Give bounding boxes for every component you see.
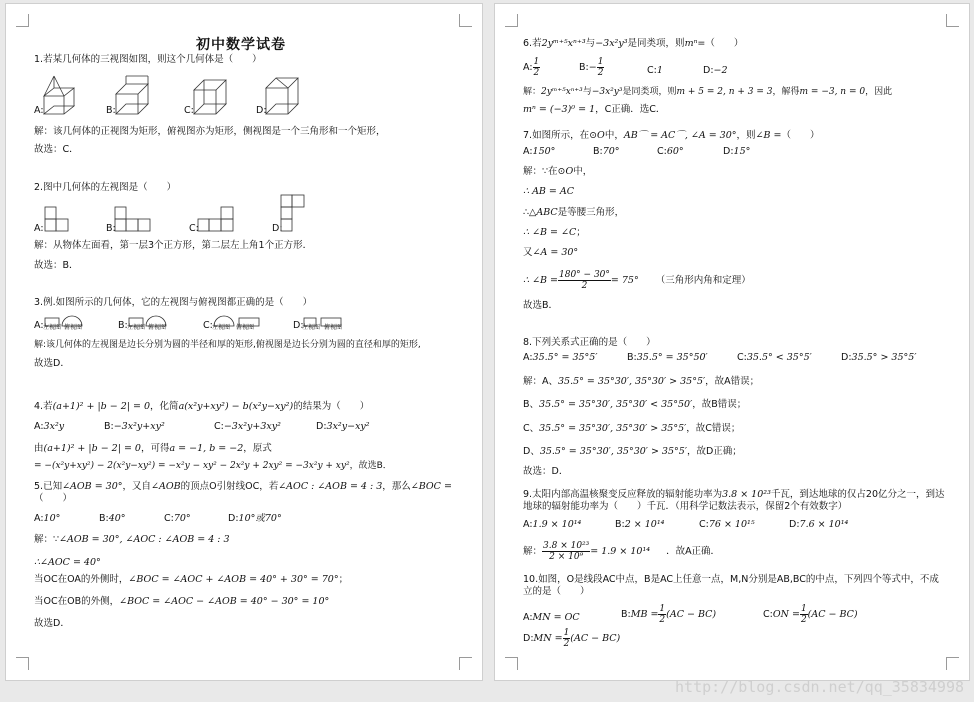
q1-option-b: B: xyxy=(106,105,116,116)
q2-figure-c xyxy=(197,206,235,232)
q1-figure-b xyxy=(114,74,150,116)
q3-b-left-view-label: 左视图 xyxy=(127,324,146,331)
q8-solution-d: D、35.5° = 35°30′, 35°30′ > 35°5′，故D正确； xyxy=(523,446,742,457)
corner-mark xyxy=(505,657,518,670)
q8-option-c: C:35.5° < 35°5′ xyxy=(737,352,812,363)
q10-option-b: B:MB = $\frac{1}{2}$ (AC − BC) xyxy=(621,604,717,625)
q6-solution-line2: mⁿ = (−3)⁰ = 1，C正确．选C． xyxy=(523,104,666,115)
q7-solution-line5: 又∠A = 30° xyxy=(523,247,579,258)
q5-option-b: B:40° xyxy=(99,513,126,524)
q4-option-b: B:−3x²y+xy² xyxy=(104,421,165,432)
q7-option-b: B:70° xyxy=(593,146,620,157)
q8-solution-a: 解：A、35.5° = 35°30′, 35°30′ > 35°5′，故A错误； xyxy=(523,376,760,387)
q6-option-d: D:−2 xyxy=(703,65,728,76)
q6-option-b: B:− $\frac{1}{2}$ xyxy=(579,57,604,78)
q1-option-a: A: xyxy=(34,105,44,116)
corner-mark xyxy=(459,657,472,670)
q4-condition-expr: (a+1)² + |b − 2| = 0 xyxy=(52,401,151,412)
q10-option-a: A:MN = OC xyxy=(523,612,580,623)
watermark: http://blog.csdn.net/qq_35834998 xyxy=(675,678,964,696)
q8-stem: 8.下列关系式正确的是（ ） xyxy=(523,337,656,348)
q4-stem-text: ，化简 xyxy=(150,401,179,412)
q8-solution-c: C、35.5° = 35°30′, 35°30′ > 35°5′，故C错误； xyxy=(523,423,741,434)
q7-solution-line3: ∴△ABC是等腰三角形， xyxy=(523,207,625,218)
q10-option-d: D:MN = $\frac{1}{2}$ (AC − BC) xyxy=(523,628,621,649)
q4-solution-line2: = −(x²y+xy²) − 2(x²y−xy²) = −x²y − xy² − 2x²y + 2xy² = −3x²y + xy²，故选B． xyxy=(34,461,392,471)
q8-answer: 故选：D． xyxy=(523,466,569,477)
q6-option-a: A: $\frac{1}{2}$ xyxy=(523,57,540,78)
q9-option-c: C:76 × 10¹⁵ xyxy=(699,519,755,530)
corner-mark xyxy=(946,657,959,670)
q5-solution-line2: ∴∠AOC = 40° xyxy=(34,557,101,568)
q4-option-c: C:−3x²y+3xy² xyxy=(214,421,281,432)
q1-option-d: D: xyxy=(256,105,267,116)
q6-option-c: C:1 xyxy=(647,65,663,76)
q7-solution-line2: ∴ AB = AC xyxy=(523,186,575,197)
q3-a-left-view-label: 左视图 xyxy=(43,324,62,331)
q3-c-left-view-label: 左视图 xyxy=(212,324,231,331)
q10-stem: 10.如图，O是线段AC中点，B是AC上任意一点，M,N分别是AB,BC的中点，下列四个等式中，不成立的是（ ） xyxy=(523,574,939,597)
q5-option-a: A:10° xyxy=(34,513,61,524)
corner-mark xyxy=(16,657,29,670)
q5-stem: 5.已知∠AOB = 30°，又自∠AOB的顶点O引射线OC，若∠AOC : ∠AOB = 4 : 3，那么∠BOC =（ ） xyxy=(34,481,452,504)
q6-solution-line1: 解：2yᵐ⁺⁵xⁿ⁺³与−3x²y³是同类项，则m + 5 = 2, n + 3 = 3，解得m = −3, n = 0，因此 xyxy=(523,87,893,97)
q2-figure-a xyxy=(44,206,70,232)
q9-option-a: A:1.9 × 10¹⁴ xyxy=(523,519,582,530)
q8-option-a: A:35.5° = 35°5′ xyxy=(523,352,598,363)
q7-stem: 7.如图所示，在⊙O中，AB⌒ = AC⌒, ∠A = 30°，则∠B =（ ） xyxy=(523,130,820,141)
q2-option-b: B: xyxy=(106,223,116,234)
q3-option-d: D: xyxy=(293,320,304,331)
page-title: 初中数学试卷 xyxy=(196,37,286,53)
q5-answer: 故选D． xyxy=(34,618,70,629)
q1-option-c: C: xyxy=(184,105,194,116)
q2-answer: 故选：B． xyxy=(34,260,79,271)
q3-d-top-view-label: 俯视图 xyxy=(324,324,343,331)
q2-figure-d xyxy=(280,194,306,232)
q3-stem: 3.例.如图所示的几何体，它的左视图与俯视图都正确的是（ ） xyxy=(34,297,313,308)
q1-stem: 1.若某几何体的三视图如图，则这个几何体是（ ） xyxy=(34,54,262,65)
q7-option-a: A:150° xyxy=(523,146,556,157)
q1-figure-c xyxy=(192,74,228,116)
q7-solution-line1: 解：∵在⊙O中， xyxy=(523,166,593,177)
q3-option-a: A: xyxy=(34,320,44,331)
q5-option-c: C:70° xyxy=(164,513,191,524)
q6-stem: 6.若2yᵐ⁺⁵xⁿ⁺³与−3x²y³是同类项，则mⁿ=（ ） xyxy=(523,38,744,49)
q7-option-d: D:15° xyxy=(723,146,751,157)
corner-mark xyxy=(505,14,518,27)
q7-answer: 故选B． xyxy=(523,300,559,311)
q3-answer: 故选D． xyxy=(34,358,70,369)
q4-option-a: A:3x²y xyxy=(34,421,65,432)
q5-solution-line4: 当OC在OB的外侧，∠BOC = ∠AOC − ∠AOB = 40° − 30° = 10° xyxy=(34,596,330,607)
q7-option-c: C:60° xyxy=(657,146,684,157)
q1-answer: 故选：C． xyxy=(34,144,79,155)
q7-solution-line6: ∴ ∠B = $\frac{180^\circ - 30^\circ}{2}$ = 75° （三角形内角和定理） xyxy=(523,270,751,291)
corner-mark xyxy=(946,14,959,27)
q3-c-top-view-label: 俯视图 xyxy=(236,324,255,331)
q10-option-c: C:ON = $\frac{1}{2}$ (AC − BC) xyxy=(763,604,858,625)
page-right xyxy=(494,3,970,681)
q5-solution-line3: 当OC在OA的外侧时，∠BOC = ∠AOC + ∠AOB = 40° + 30° = 70°； xyxy=(34,574,349,585)
q2-figure-b xyxy=(114,206,152,232)
q2-option-d: D: xyxy=(272,223,283,234)
q2-option-a: A: xyxy=(34,223,44,234)
q9-option-d: D:7.6 × 10¹⁴ xyxy=(789,519,849,530)
q4-stem-text: 的结果为（ ） xyxy=(293,401,370,412)
q7-solution-line4: ∴ ∠B = ∠C； xyxy=(523,227,586,238)
q8-option-b: B:35.5° = 35°50′ xyxy=(627,352,708,363)
q3-option-b: B: xyxy=(118,320,128,331)
q3-a-top-view-label: 俯视图 xyxy=(64,324,83,331)
q4-stem xyxy=(34,401,369,413)
corner-mark xyxy=(459,14,472,27)
q1-figure-d xyxy=(264,74,302,116)
q9-solution: 解： $\frac{\text{3.8 × 10²³}}{\text{2 × 10⁹}}$ = 1.9 × 10¹⁴ ．故A正确． xyxy=(523,541,721,562)
q3-solution: 解:该几何体的左视图是边长分别为圆的半径和厚的矩形,俯视图是边长分别为圆的直径和厚的矩形, xyxy=(34,340,421,350)
q8-solution-b: B、35.5° = 35°30′, 35°30′ < 35°50′，故B错误； xyxy=(523,399,747,410)
q5-option-d: D:10°或70° xyxy=(228,513,282,524)
q3-d-left-view-label: 左视图 xyxy=(302,324,321,331)
q2-option-c: C: xyxy=(189,223,199,234)
q4-option-d: D:3x²y−xy² xyxy=(316,421,370,432)
q8-option-d: D:35.5° > 35°5′ xyxy=(841,352,917,363)
q5-solution-line1: 解：∵∠AOB = 30°, ∠AOC : ∠AOB = 4 : 3 xyxy=(34,534,230,545)
q9-stem: 9.太阳内部高温核聚变反应释放的辐射能功率为3.8 × 10²³千瓦，到达地球的仅占20亿分之一，到达地球的辐射能功率为（ ）千瓦．（用科学记数法表示，保留2个有效数字） xyxy=(523,489,945,512)
q4-stem-text: 4.若 xyxy=(34,401,53,412)
q1-solution: 解：该几何体的正视图为矩形，俯视图亦为矩形，侧视图是一个三角形和一个矩形， xyxy=(34,126,386,137)
q2-stem: 2.图中几何体的左视图是（ ） xyxy=(34,182,177,193)
q9-option-b: B:2 × 10¹⁴ xyxy=(615,519,665,530)
page-left xyxy=(5,3,483,681)
q3-b-top-view-label: 俯视图 xyxy=(148,324,167,331)
q4-solution-line1: 由(a+1)² + |b − 2| = 0，可得a = −1, b = −2，原式 xyxy=(34,443,272,454)
corner-mark xyxy=(16,14,29,27)
q4-simplify-expr: a(x²y+xy²) − b(x²y−xy²) xyxy=(178,401,294,412)
q1-figure-a xyxy=(42,74,78,116)
q3-option-c: C: xyxy=(203,320,213,331)
q2-solution: 解：从物体左面看，第一层3个正方形，第二层左上角1个正方形． xyxy=(34,240,313,251)
